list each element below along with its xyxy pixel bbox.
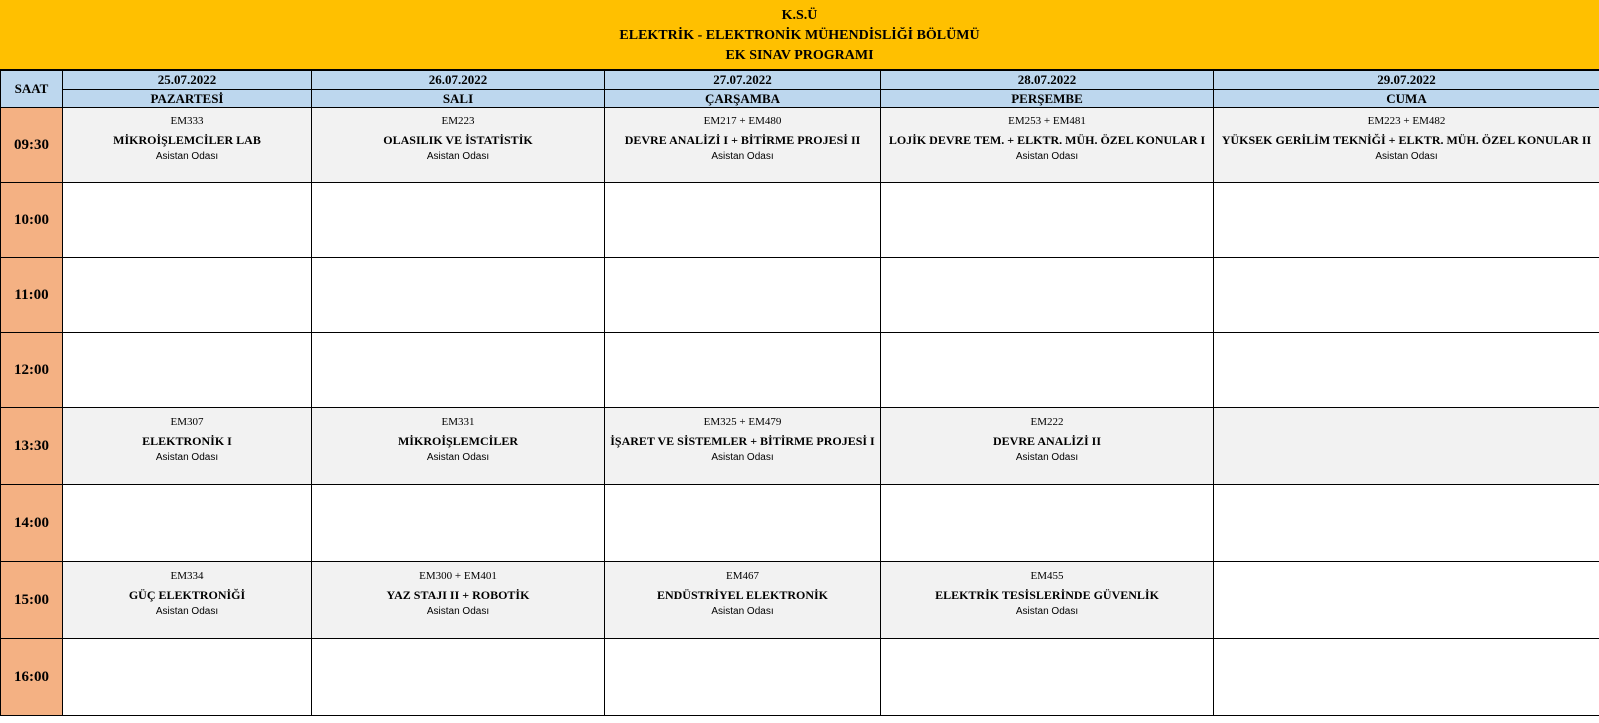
course-name: MİKROİŞLEMCİLER LAB [113, 132, 261, 147]
exam-entry [63, 569, 311, 632]
empty-cell [1214, 639, 1599, 716]
exam-cell [63, 408, 312, 485]
exam-entry [312, 114, 604, 177]
exam-cell [63, 108, 312, 183]
empty-cell [1214, 183, 1599, 258]
empty-cell [63, 183, 312, 258]
day-name-header: PAZARTESİ [63, 89, 312, 108]
time-column-header: SAAT [1, 71, 63, 108]
time-cell: 09:30 [1, 108, 63, 183]
time-slot-row [1, 562, 1599, 639]
exam-room: Asistan Odası [426, 605, 490, 617]
exam-room: Asistan Odası [155, 150, 219, 162]
course-name: MİKROİŞLEMCİLER [397, 433, 519, 448]
exam-room: Asistan Odası [1015, 451, 1079, 463]
empty-cell [605, 485, 881, 562]
empty-cell [63, 485, 312, 562]
exam-schedule-table [0, 70, 1599, 716]
time-cell: 11:00 [1, 258, 63, 333]
exam-room: Asistan Odası [155, 605, 219, 617]
exam-cell [63, 562, 312, 639]
course-code: EM325 + EM479 [703, 415, 782, 428]
empty-cell [1214, 562, 1599, 639]
exam-cell [605, 408, 881, 485]
course-code: EM300 + EM401 [419, 569, 497, 582]
day-name-header: PERŞEMBE [881, 89, 1214, 108]
course-name: ENDÜSTRİYEL ELEKTRONİK [656, 587, 829, 602]
exam-entry [312, 569, 604, 632]
course-code: EM217 + EM480 [703, 114, 782, 127]
course-name: OLASILIK VE İSTATİSTİK [383, 132, 533, 147]
exam-room: Asistan Odası [426, 150, 490, 162]
exam-entry [63, 415, 311, 478]
exam-room: Asistan Odası [426, 451, 490, 463]
empty-cell [881, 333, 1214, 408]
course-name: GÜÇ ELEKTRONİĞİ [128, 587, 246, 602]
exam-cell [312, 562, 605, 639]
day-date-header: 26.07.2022 [312, 71, 605, 90]
day-date-header: 28.07.2022 [881, 71, 1214, 90]
course-name: YÜKSEK GERİLİM TEKNİĞİ + ELKTR. MÜH. ÖZEL KONULAR II [1221, 132, 1592, 147]
exam-cell [1214, 108, 1599, 183]
empty-cell [1214, 258, 1599, 333]
course-code: EM334 [170, 569, 204, 582]
course-code: EM467 [726, 569, 759, 582]
empty-cell [605, 639, 881, 716]
time-slot-row [1, 183, 1599, 258]
exam-room: Asistan Odası [1015, 150, 1079, 162]
empty-cell [605, 183, 881, 258]
exam-entry [881, 569, 1213, 632]
empty-cell [1214, 408, 1599, 485]
empty-cell [1214, 333, 1599, 408]
course-code: EM223 [441, 114, 475, 127]
exam-entry [605, 114, 880, 177]
empty-cell [312, 639, 605, 716]
course-code: EM253 + EM481 [1008, 114, 1086, 127]
exam-room: Asistan Odası [711, 605, 774, 617]
exam-entry [1214, 114, 1599, 177]
department-title: ELEKTRİK - ELEKTRONİK MÜHENDİSLİĞİ BÖLÜMÜ [619, 28, 980, 43]
course-code: EM333 [170, 114, 204, 127]
empty-cell [881, 485, 1214, 562]
course-name: ELEKTRİK TESİSLERİNDE GÜVENLİK [935, 587, 1159, 602]
exam-entry [605, 569, 880, 632]
course-name: DEVRE ANALİZİ II [992, 433, 1102, 448]
empty-cell [312, 183, 605, 258]
exam-cell [312, 108, 605, 183]
exam-room: Asistan Odası [155, 451, 219, 463]
empty-cell [312, 333, 605, 408]
time-cell: 13:30 [1, 408, 63, 485]
course-code: EM307 [170, 415, 204, 428]
exam-cell [312, 408, 605, 485]
exam-entry [63, 114, 311, 177]
time-slot-row [1, 333, 1599, 408]
day-name-header: CUMA [1214, 89, 1599, 108]
course-code: EM223 + EM482 [1367, 114, 1446, 127]
time-cell: 15:00 [1, 562, 63, 639]
empty-cell [312, 258, 605, 333]
empty-cell [312, 485, 605, 562]
exam-cell [881, 408, 1214, 485]
schedule-header [0, 0, 1599, 70]
empty-cell [63, 639, 312, 716]
schedule-body [1, 108, 1599, 716]
exam-cell [605, 562, 881, 639]
exam-cell [605, 108, 881, 183]
course-name: DEVRE ANALİZİ I + BİTİRME PROJESİ II [624, 132, 861, 147]
day-date-header: 25.07.2022 [63, 71, 312, 90]
exam-room: Asistan Odası [711, 451, 774, 463]
time-slot-row [1, 258, 1599, 333]
course-code: EM455 [1030, 569, 1064, 582]
time-slot-row [1, 639, 1599, 716]
empty-cell [63, 258, 312, 333]
course-name: LOJİK DEVRE TEM. + ELKTR. MÜH. ÖZEL KONULAR I [888, 132, 1206, 147]
course-name: İŞARET VE SİSTEMLER + BİTİRME PROJESİ I [610, 433, 875, 448]
exam-entry [881, 114, 1213, 177]
course-name: YAZ STAJI II + ROBOTİK [386, 587, 530, 602]
day-date-header: 27.07.2022 [605, 71, 881, 90]
exam-cell [881, 562, 1214, 639]
exam-room: Asistan Odası [711, 150, 774, 162]
empty-cell [605, 333, 881, 408]
exam-entry [312, 415, 604, 478]
empty-cell [881, 258, 1214, 333]
course-name: ELEKTRONİK I [142, 433, 232, 448]
exam-entry [881, 415, 1213, 478]
time-cell: 10:00 [1, 183, 63, 258]
day-name-header: SALI [312, 89, 605, 108]
time-cell: 12:00 [1, 333, 63, 408]
empty-cell [881, 183, 1214, 258]
time-slot-row [1, 408, 1599, 485]
time-cell: 14:00 [1, 485, 63, 562]
time-slot-row [1, 485, 1599, 562]
program-title: EK SINAV PROGRAMI [725, 48, 874, 63]
empty-cell [63, 333, 312, 408]
exam-entry [605, 415, 880, 478]
day-date-header: 29.07.2022 [1214, 71, 1599, 90]
day-name-header: ÇARŞAMBA [605, 89, 881, 108]
exam-room: Asistan Odası [1015, 605, 1079, 617]
exam-cell [881, 108, 1214, 183]
empty-cell [881, 639, 1214, 716]
university-title: K.S.Ü [781, 8, 818, 23]
exam-room: Asistan Odası [1375, 150, 1438, 162]
course-code: EM331 [441, 415, 475, 428]
empty-cell [1214, 485, 1599, 562]
empty-cell [605, 258, 881, 333]
time-cell: 16:00 [1, 639, 63, 716]
course-code: EM222 [1030, 415, 1064, 428]
time-slot-row [1, 108, 1599, 183]
